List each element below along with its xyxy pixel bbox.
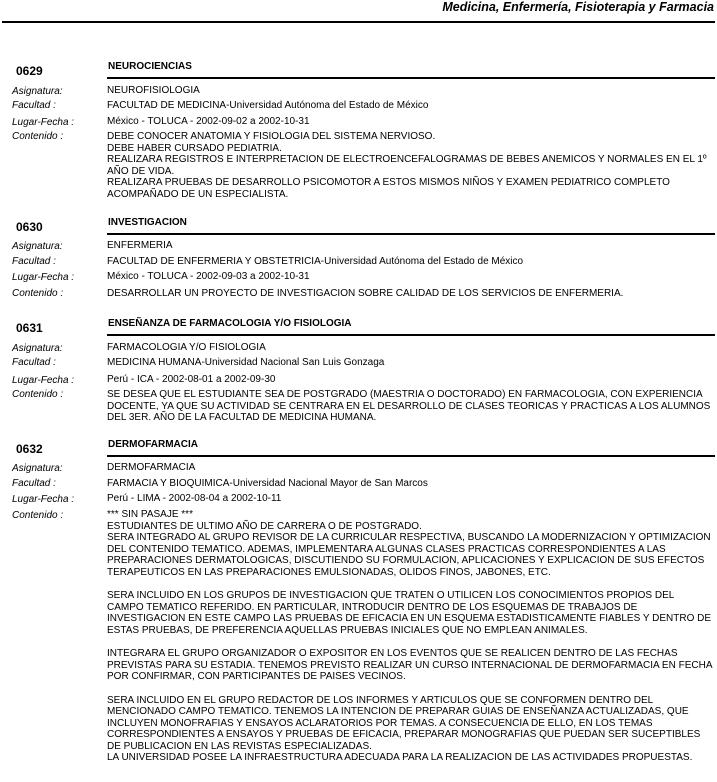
- entry-divider: [107, 233, 715, 235]
- entry-title: DERMOFARMACIA: [108, 439, 198, 450]
- lugar-fecha-value: Perú - LIMA - 2002-08-04 a 2002-10-11: [107, 493, 282, 504]
- contenido-text: DESARROLLAR UN PROYECTO DE INVESTIGACION SOBRE CALIDAD DE LOS SERVICIOS DE ENFERMERIA.: [107, 288, 624, 299]
- entry-title: NEUROCIENCIAS: [108, 61, 192, 72]
- entry-code: 0630: [16, 220, 43, 234]
- contenido-text: *** SIN PASAJE *** ESTUDIANTES DE ULTIMO AÑO DE CARRERA O DE POSTGRADO. SERA INTEGRADO AL GRUPO REVISOR DE LA CURRICULAR RESPECTIVA, BUSCANDO LA MODERNIZACION Y OPTIMIZACION DEL CONTENIDO TEMATICO. ADEMAS, IMPLEMENTARA ALGUNAS CLASES PRACTICAS CORRESPONDIENTES A LAS PREPARACIONES DERMATOLOGICAS, DISCUTIENDO SU FORMULACION, APLICACIONES Y EXPLICACION DE SUS EFECTOS TERAPEUTICOS EN LAS PREPARACIONES EMULSIONADAS, OLIDOS FINOS, JABONES, ETC. SERA INCLUIDO EN LOS GRUPOS DE INVESTIGACION QUE TRATEN O UTILICEN LOS CONOCIMIENTOS PROPIOS DEL CAMPO TEMATICO REFERIDO. EN PARTICULAR, INTRODUCIR DENTRO DE LOS ESQUEMAS DE TRABAJOS DE INVESTIGACION EN ESTE CAMPO LAS PRUEBAS DE EFICACIA EN UN ESQUEMA ESTADISTICAMENTE FIABLES Y DENTRO DE ESTAS PRUEBAS, DE PREFERENCIA AQUELLAS PRUEBAS INICIALES QUE NO EMPLEAN ANIMALES. INTEGRARA EL GRUPO ORGANIZADOR O EXPOSITOR EN LOS EVENTOS QUE SE REALICEN DENTRO DE LAS FECHAS PREVISTAS PARA SU ESTADIA. TENEMOS PREVISTO REALIZAR UN CURSO INTERNACIONAL DE DERMOFARMACIA EN FECHA POR CONFIRMAR, CON PARTICIPANTES DE PAISES VECINOS. SERA INCLUIDO EN EL GRUPO REDACTOR DE LOS INFORMES Y ARTICULOS QUE SE CONFORMEN DENTRO DEL MENCIONADO CAMPO TEMATICO. TENEMOS LA INTENCION DE PREPARAR GUIAS DE ENSEÑANZA ACTUALIZADAS, QUE INCLUYEN MONOFRAFIAS Y ENSAYOS ACLARATORIOS POR TEMAS. A CONSECUENCIA DE ELLO, EN LOS TEMAS CORRESPONDIENTES A ENSAYOS Y PRUEBAS DE EFICACIA, PREPARAR MONOGRAFIAS QUE PUEDAN SER SUCEPTIBLES DE PUBLICACION EN LAS REVISTAS ESPECIALIZADAS. LA UNIVERSIDAD POSEE LA INFRAESTRUCTURA ADECUADA PARA LA REALIZACION DE LAS ACTIVIDADES PROPUESTAS.: [107, 509, 712, 764]
- lugar-fecha-value: Perú - ICA - 2002-08-01 a 2002-09-30: [107, 374, 276, 385]
- facultad-label: Facultad :: [12, 478, 56, 489]
- asignatura-label: Asignatura:: [12, 86, 63, 97]
- asignatura-value: NEUROFISIOLOGIA: [107, 85, 200, 96]
- lugar-fecha-value: México - TOLUCA - 2002-09-03 a 2002-10-31: [107, 271, 310, 282]
- facultad-label: Facultad :: [12, 357, 56, 368]
- asignatura-label: Asignatura:: [12, 343, 63, 354]
- asignatura-value: ENFERMERIA: [107, 240, 173, 251]
- entry-divider: [107, 77, 715, 79]
- contenido-text: DEBE CONOCER ANATOMIA Y FISIOLOGIA DEL SISTEMA NERVIOSO. DEBE HABER CURSADO PEDIATRIA. REALIZARA REGISTROS E INTERPRETACION DE ELECTROENCEFALOGRAMAS DE BEBES ANEMICOS Y NORMALES EN EL 1º AÑO DE VIDA. REALIZARA PRUEBAS DE DESARROLLO PSICOMOTOR A ESTOS MISMOS NIÑOS Y EXAMEN PEDIATRICO COMPLETO ACOMPAÑADO DE UN ESPECIALISTA.: [107, 131, 707, 200]
- contenido-text: SE DESEA QUE EL ESTUDIANTE SEA DE POSTGRADO (MAESTRIA O DOCTORADO) EN FARMACOLOGIA, CON EXPERIENCIA DOCENTE, YA QUE SU ACTIVIDAD SE CENTRARA EN EL DESARROLLO DE CLASES TEORICAS Y PRACTICAS A LOS ALUMNOS DEL 3ER. AÑO DE LA FACULTAD DE MEDICINA HUMANA.: [107, 389, 711, 424]
- entry-code: 0631: [16, 321, 43, 335]
- facultad-value: FACULTAD DE MEDICINA-Universidad Autónoma del Estado de México: [107, 100, 429, 111]
- facultad-value: MEDICINA HUMANA-Universidad Nacional San Luis Gonzaga: [107, 357, 385, 368]
- entry-title: INVESTIGACION: [108, 217, 187, 228]
- asignatura-value: FARMACOLOGIA Y/O FISIOLOGIA: [107, 342, 266, 353]
- contenido-label: Contenido :: [12, 389, 64, 400]
- facultad-label: Facultad :: [12, 100, 56, 111]
- lugar-fecha-label: Lugar-Fecha :: [12, 494, 75, 505]
- lugar-fecha-label: Lugar-Fecha :: [12, 375, 75, 386]
- contenido-label: Contenido :: [12, 288, 64, 299]
- contenido-label: Contenido :: [12, 510, 64, 521]
- facultad-value: FACULTAD DE ENFERMERIA Y OBSTETRICIA-Universidad Autónoma del Estado de México: [107, 256, 524, 267]
- entry-divider: [107, 334, 715, 336]
- contenido-label: Contenido :: [12, 131, 64, 142]
- lugar-fecha-label: Lugar-Fecha :: [12, 272, 75, 283]
- entry-code: 0632: [16, 442, 43, 456]
- lugar-fecha-value: México - TOLUCA - 2002-09-02 a 2002-10-31: [107, 116, 310, 127]
- facultad-label: Facultad :: [12, 256, 56, 267]
- lugar-fecha-label: Lugar-Fecha :: [12, 117, 75, 128]
- entry-title: ENSEÑANZA DE FARMACOLOGIA Y/O FISIOLOGIA: [108, 318, 352, 329]
- facultad-value: FARMACIA Y BIOQUIMICA-Universidad Nacional Mayor de San Marcos: [107, 478, 428, 489]
- entry-divider: [107, 455, 715, 457]
- asignatura-label: Asignatura:: [12, 463, 63, 474]
- header-divider: [2, 21, 715, 23]
- asignatura-label: Asignatura:: [12, 241, 63, 252]
- entry-code: 0629: [16, 64, 43, 78]
- asignatura-value: DERMOFARMACIA: [107, 462, 196, 473]
- page-header-title: Medicina, Enfermería, Fisioterapia y Farmacia: [442, 0, 714, 14]
